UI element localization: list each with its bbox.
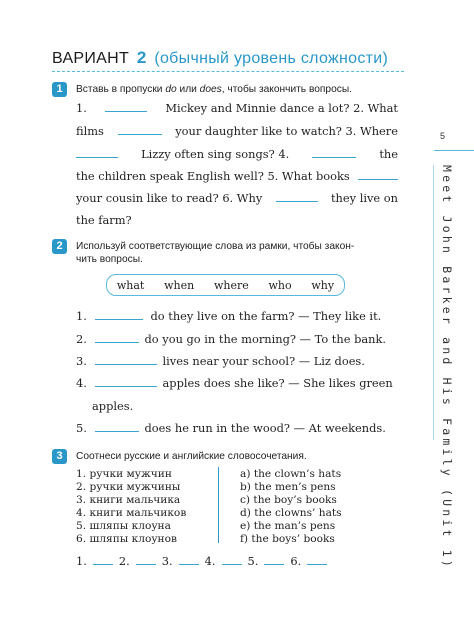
difficulty-label: (обычный уровень сложности): [154, 50, 389, 67]
instruction-do: do: [165, 84, 177, 95]
english-phrase: b) the men’s pens: [240, 481, 336, 493]
exercise-1-line: [76, 124, 398, 138]
blank-4[interactable]: [312, 147, 356, 158]
sentence-text: films: [76, 124, 104, 138]
blank-5[interactable]: [358, 169, 398, 180]
answer-blank-3[interactable]: [179, 554, 199, 565]
blank-q3[interactable]: [95, 354, 157, 365]
item-number: 5.: [76, 421, 87, 435]
sentence-text: Mickey and Minnie dance a lot? 2. What: [165, 101, 398, 115]
page-number: 5: [440, 131, 446, 141]
side-vertical-line: [433, 165, 434, 440]
sentence-text: Lizzy often sing songs? 4.: [141, 147, 290, 161]
russian-phrase: 2. ручки мужчины: [76, 481, 181, 493]
exercise-2-badge: 2: [52, 239, 67, 254]
unit-title: Meet John Barker and His Family (Unit 1): [440, 165, 454, 570]
russian-phrase: 3. книги мальчика: [76, 494, 181, 506]
exercise-2-instruction: [76, 240, 354, 266]
exercise-1-line: [76, 213, 132, 227]
russian-phrase: 5. шляпы клоуна: [76, 520, 171, 532]
variant-label: ВАРИАНТ: [52, 50, 130, 67]
russian-phrase: 1. ручки мужчин: [76, 468, 172, 480]
exercise-1-badge: 1: [52, 82, 67, 97]
question-text: apples does she like? — She likes green: [162, 376, 393, 390]
variant-number: 2: [136, 48, 147, 67]
answer-number: 1.: [76, 554, 87, 568]
exercise-2-item-continued: [92, 399, 133, 413]
blank-q5[interactable]: [95, 421, 139, 432]
blank-q1[interactable]: [95, 309, 143, 320]
question-text: do you go in the morning? — To the bank.: [144, 332, 387, 346]
exercise-2-item: [76, 332, 386, 346]
blank-1[interactable]: [105, 101, 147, 112]
answer-blank-4[interactable]: [222, 554, 242, 565]
word-what: what: [116, 278, 145, 292]
instruction-text: Вставь в пропуски: [76, 84, 166, 95]
sentence-text: the farm?: [76, 213, 132, 227]
word-why: why: [311, 278, 335, 292]
question-text: does he run in the wood? — At weekends.: [144, 421, 386, 435]
item-number: 1.: [76, 309, 87, 323]
exercise-2-item: [76, 376, 393, 390]
item-number: 1.: [76, 101, 87, 115]
item-number: 2.: [76, 332, 87, 346]
side-accent-line: [434, 150, 474, 151]
exercise-1-line: [76, 147, 398, 161]
answer-number: 5.: [247, 554, 259, 568]
english-phrase: e) the man’s pens: [240, 520, 336, 532]
item-number: 4.: [76, 376, 87, 390]
exercise-2-item: [76, 354, 365, 368]
answer-number: 2.: [118, 554, 130, 568]
english-phrase: d) the clowns’ hats: [240, 507, 342, 519]
russian-column: [76, 468, 186, 546]
exercise-2-item: [76, 421, 386, 435]
blank-6[interactable]: [276, 191, 318, 202]
answer-blank-1[interactable]: [93, 554, 113, 565]
question-text: do they live on the farm? — They like it.: [150, 309, 382, 323]
instruction-text: или: [176, 84, 200, 95]
sentence-text: they live on: [330, 191, 398, 205]
word-who: who: [268, 278, 292, 292]
blank-q4[interactable]: [95, 376, 157, 387]
title-divider: [52, 71, 404, 72]
english-column: [240, 468, 342, 546]
column-divider: [218, 467, 219, 543]
item-number: 3.: [76, 354, 87, 368]
answer-blank-5[interactable]: [264, 554, 284, 565]
word-where: where: [213, 278, 249, 292]
exercise-1-line: [76, 101, 398, 115]
answer-row: [76, 554, 327, 568]
question-text: lives near your school? — Liz does.: [162, 354, 365, 368]
instruction-does: does: [199, 84, 222, 95]
blank-2[interactable]: [118, 124, 162, 135]
answer-number: 4.: [204, 554, 216, 568]
instruction-line: Используй соответствующие слова из рамки, чтобы закон-: [76, 241, 355, 252]
exercise-3-instruction: Соотнеси русские и английские словосочетания.: [76, 451, 307, 462]
sentence-text: your cousin like to read? 6. Why: [76, 191, 263, 205]
blank-q2[interactable]: [95, 332, 139, 343]
answer-number: 6.: [290, 554, 302, 568]
english-phrase: c) the boy’s books: [240, 494, 337, 506]
exercise-1-line: [76, 191, 398, 205]
exercise-2-item: [76, 309, 381, 323]
question-text: apples.: [92, 399, 134, 413]
english-phrase: a) the clown’s hats: [240, 468, 342, 480]
english-phrase: f) the boys’ books: [240, 533, 335, 545]
exercise-1-line: [76, 169, 398, 183]
answer-blank-6[interactable]: [307, 554, 327, 565]
exercise-3-badge: 3: [52, 449, 67, 464]
word-when: when: [164, 278, 195, 292]
sentence-text: your daughter like to watch? 3. Where: [175, 124, 398, 138]
answer-blank-2[interactable]: [136, 554, 156, 565]
answer-number: 3.: [161, 554, 173, 568]
russian-phrase: 4. книги мальчиков: [76, 507, 187, 519]
exercise-1-instruction: [76, 83, 352, 96]
blank-3[interactable]: [76, 147, 118, 158]
sentence-text: the: [379, 147, 398, 161]
page-title: [52, 48, 388, 68]
sentence-text: the children speak English well? 5. What books: [76, 169, 350, 183]
russian-phrase: 6. шляпы клоунов: [76, 533, 177, 545]
instruction-line: чить вопросы.: [76, 254, 143, 265]
word-box: [106, 274, 345, 296]
instruction-text: , чтобы закончить вопросы.: [221, 84, 352, 95]
